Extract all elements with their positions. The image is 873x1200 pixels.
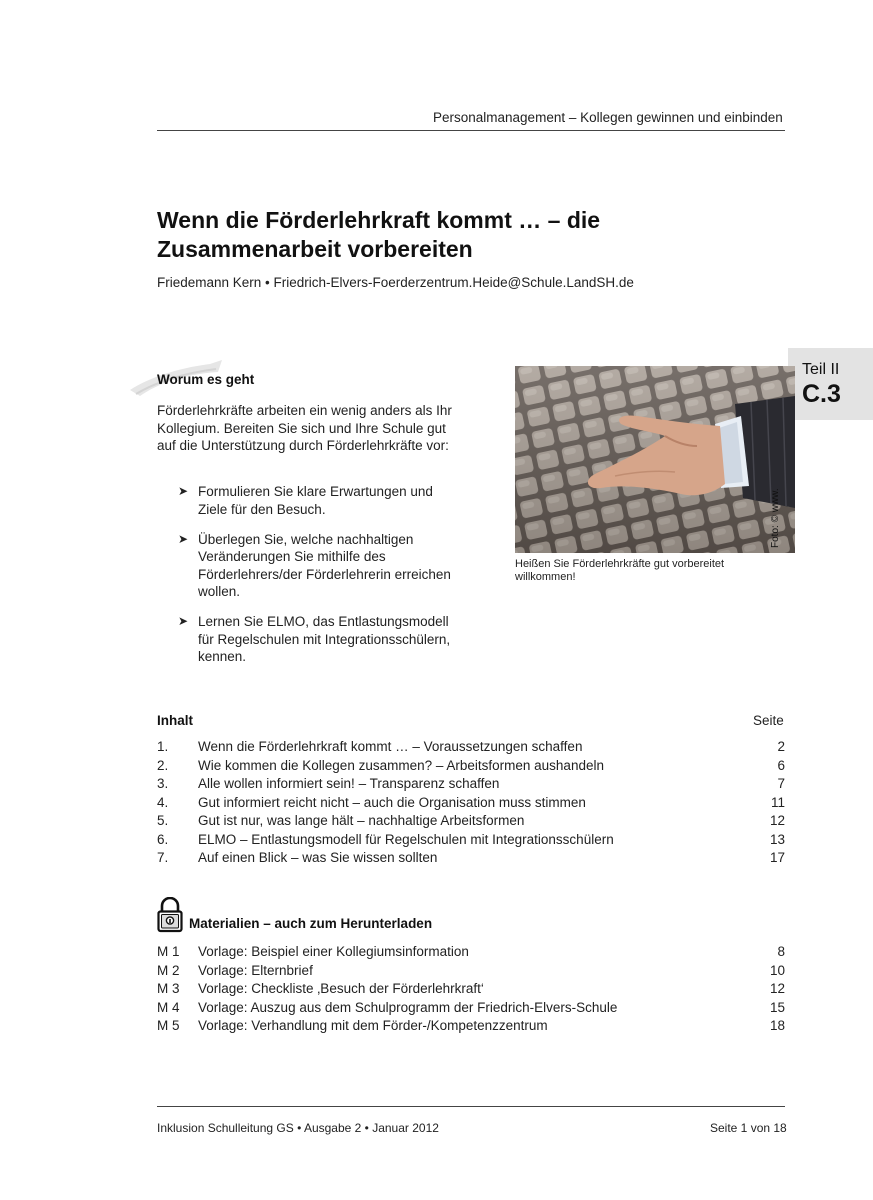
toc-title: Alle wollen informiert sein! – Transparenz schaffen bbox=[198, 776, 500, 791]
side-tab-part: Teil II bbox=[802, 361, 840, 378]
material-number: M 4 bbox=[157, 999, 180, 1015]
padlock-icon bbox=[157, 897, 183, 933]
list-item bbox=[157, 613, 457, 666]
toc-title: Wenn die Förderlehrkraft kommt … – Voraussetzungen schaffen bbox=[198, 739, 583, 754]
toc-page: 2 bbox=[777, 739, 785, 754]
photo-caption: Heißen Sie Förderlehrkräfte gut vorbereitet willkommen! bbox=[515, 558, 725, 583]
toc-page: 7 bbox=[777, 776, 785, 791]
toc-page: 6 bbox=[777, 757, 785, 773]
toc-heading: Inhalt bbox=[157, 713, 193, 728]
toc-page: 13 bbox=[769, 831, 785, 847]
toc-title: Wie kommen die Kollegen zusammen? – Arbeitsformen aushandeln bbox=[198, 757, 604, 773]
bullet-text: Überlegen Sie, welche nachhaltigen Veränderungen Sie mithilfe des Förderlehrers/der Förderlehrerin erreichen wollen. bbox=[198, 531, 451, 599]
toc-title: Auf einen Blick – was Sie wissen sollten bbox=[198, 850, 438, 865]
material-page: 10 bbox=[769, 962, 785, 978]
material-page: 15 bbox=[769, 999, 785, 1015]
side-tab-code: C.3 bbox=[802, 380, 841, 408]
running-header: Personalmanagement – Kollegen gewinnen und einbinden bbox=[433, 110, 783, 125]
table-row bbox=[157, 812, 785, 831]
handshake-photo bbox=[515, 366, 795, 553]
table-row bbox=[157, 849, 785, 868]
bullet-arrow-icon: ➤ bbox=[178, 531, 189, 546]
bullet-arrow-icon: ➤ bbox=[178, 484, 189, 498]
table-row bbox=[157, 943, 785, 962]
worum-heading: Worum es geht bbox=[157, 372, 255, 387]
toc-page-heading: Seite bbox=[753, 713, 784, 728]
material-page: 12 bbox=[769, 981, 785, 996]
toc-title: Gut ist nur, was lange hält – nachhaltige Arbeitsformen bbox=[198, 813, 525, 828]
toc-title: Gut informiert reicht nicht – auch die Organisation muss stimmen bbox=[198, 794, 586, 810]
table-row bbox=[157, 757, 785, 776]
toc-number: 4. bbox=[157, 794, 169, 810]
toc-number: 1. bbox=[157, 739, 169, 754]
toc-page: 12 bbox=[769, 813, 785, 828]
photo-credit: Foto: © www. bbox=[770, 488, 781, 548]
toc-page: 17 bbox=[769, 850, 785, 865]
worum-bullet-list bbox=[157, 483, 457, 678]
table-row bbox=[157, 775, 785, 794]
table-row bbox=[157, 794, 785, 813]
author-line: Friedemann Kern • Friedrich-Elvers-Foerderzentrum.Heide@Schule.LandSH.de bbox=[157, 275, 634, 290]
worum-intro: Förderlehrkräfte arbeiten ein wenig anders als Ihr Kollegium. Bereiten Sie sich und Ihre Schule gut auf die Unterstützung durch Förderlehrkräfte vor: bbox=[157, 403, 452, 453]
material-number: M 3 bbox=[157, 981, 180, 996]
toc-title: ELMO – Entlastungsmodell für Regelschulen mit Integrationsschülern bbox=[198, 831, 614, 847]
toc-number: 5. bbox=[157, 813, 169, 828]
table-row bbox=[157, 962, 785, 981]
photo-illustration bbox=[515, 366, 795, 553]
table-row bbox=[157, 999, 785, 1018]
list-item bbox=[157, 483, 457, 518]
material-title: Vorlage: Elternbrief bbox=[198, 962, 313, 978]
toc-number: 6. bbox=[157, 831, 169, 847]
material-number: M 2 bbox=[157, 962, 180, 978]
material-page: 18 bbox=[769, 1018, 785, 1033]
footer-page-info: Seite 1 von 18 bbox=[710, 1121, 787, 1135]
material-page: 8 bbox=[777, 944, 785, 959]
material-number: M 1 bbox=[157, 944, 180, 959]
toc-number: 2. bbox=[157, 757, 169, 773]
article-title: Wenn die Förderlehrkraft kommt … – die Zusammenarbeit vorbereiten bbox=[157, 207, 601, 262]
table-row bbox=[157, 980, 785, 999]
toc-page: 11 bbox=[770, 794, 785, 810]
material-title: Vorlage: Auszug aus dem Schulprogramm der Friedrich-Elvers-Schule bbox=[198, 999, 618, 1015]
material-title: Vorlage: Checkliste ‚Besuch der Förderlehrkraft‘ bbox=[198, 981, 484, 996]
bullet-arrow-icon: ➤ bbox=[178, 614, 189, 628]
material-title: Vorlage: Verhandlung mit dem Förder-/Kompetenzzentrum bbox=[198, 1018, 548, 1033]
toc-number: 7. bbox=[157, 850, 169, 865]
table-row bbox=[157, 738, 785, 757]
header-rule bbox=[157, 130, 785, 131]
materials-heading: Materialien – auch zum Herunterladen bbox=[189, 916, 433, 931]
bullet-text: Formulieren Sie klare Erwartungen und Ziele für den Besuch. bbox=[198, 484, 433, 517]
list-item bbox=[157, 531, 457, 601]
table-row bbox=[157, 831, 785, 850]
footer-rule bbox=[157, 1106, 785, 1107]
footer-publication: Inklusion Schulleitung GS • Ausgabe 2 • Januar 2012 bbox=[157, 1121, 439, 1135]
table-row bbox=[157, 1017, 785, 1036]
material-number: M 5 bbox=[157, 1018, 180, 1033]
material-title: Vorlage: Beispiel einer Kollegiumsinformation bbox=[198, 944, 469, 959]
toc-number: 3. bbox=[157, 776, 169, 791]
bullet-text: Lernen Sie ELMO, das Entlastungsmodell für Regelschulen mit Integrationsschülern, kennen. bbox=[198, 614, 451, 664]
